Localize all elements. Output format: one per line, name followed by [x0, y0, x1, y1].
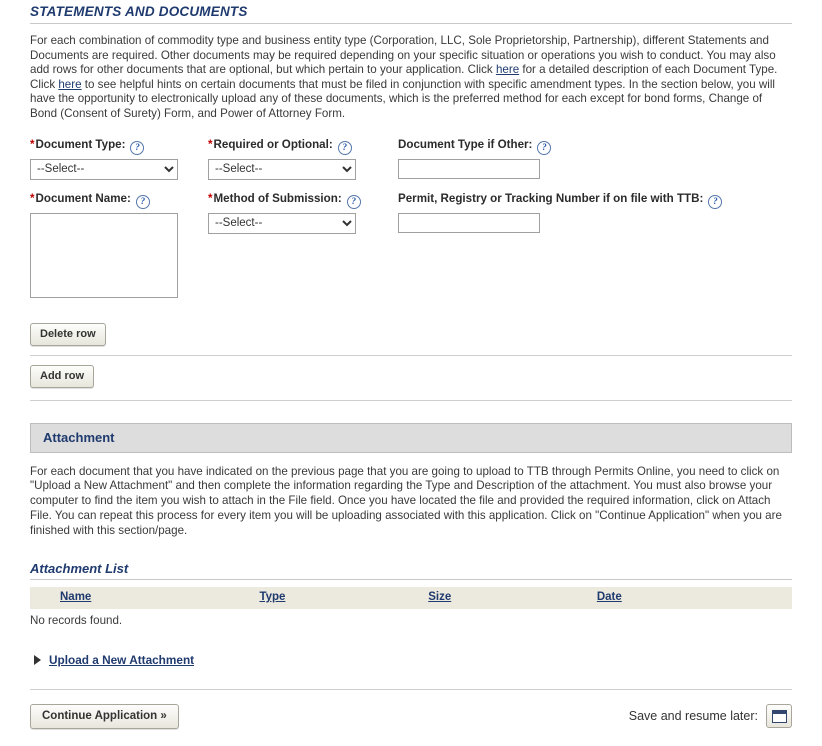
upload-new-attachment-row[interactable] — [30, 653, 792, 667]
required-marker: * — [30, 191, 35, 205]
column-header-date[interactable]: Date — [596, 591, 622, 604]
required-or-optional-select[interactable] — [208, 159, 356, 180]
divider — [30, 689, 792, 690]
help-icon[interactable]: ? — [338, 141, 352, 155]
add-row-button[interactable]: Add row — [30, 365, 94, 388]
save-and-resume-group — [629, 704, 792, 728]
page-title: STATEMENTS AND DOCUMENTS — [30, 4, 792, 24]
help-icon[interactable]: ? — [136, 195, 150, 209]
add-row-container — [30, 365, 792, 388]
save-and-resume-label: Save and resume later: — [628, 709, 758, 724]
required-or-optional-field-group — [208, 138, 398, 180]
attachment-table — [30, 587, 792, 609]
document-name-wrapper — [30, 213, 178, 301]
row-spacer — [30, 180, 792, 192]
column-header-type[interactable]: Type — [259, 591, 286, 604]
document-name-label: *Document Name: ? — [30, 192, 208, 209]
attachment-table-head — [30, 587, 792, 609]
help-icon[interactable]: ? — [537, 141, 551, 155]
help-icon[interactable]: ? — [347, 195, 361, 209]
page-container — [0, 4, 822, 746]
document-type-label: *Document Type: ? — [30, 138, 208, 155]
delete-row-container — [30, 323, 792, 346]
section-intro-text: For each combination of commodity type and business entity type (Corporation, LLC, Sole Proprietorship, Partnership), different Statements and Documents are required. Other documents may be required depending on your specific situation or operations you wish to conduct. You may also add rows for other documents that are optional, but which pertain to your application. Click here for a detailed description of each Document Type. Click here to see helpful hints on certain documents that must be filed in conjunction with specific amendment types. In the section below, you will have the opportunity to electronically upload any of these documents, which is the preferred method for each except for bond forms, Change of Bond (Consent of Surety) Form, and Power of Attorney Form. — [30, 34, 778, 120]
attachment-description: For each document that you have indicated on the previous page that you are going to upload to TTB through Permits Online, you need to click on "Upload a New Attachment" and then complete the information regarding the Type and Description of the attachment. You must also browse your computer to find the item you wish to attach in the File field. Once you have located the file and provided the required information, click on Attach File. You can repeat this process for every item you will be uploading associated with this application. Click on "Continue Application" when you are finished with this section/page. — [30, 464, 782, 537]
method-of-submission-label: *Method of Submission: ? — [208, 192, 398, 209]
column-header-size[interactable]: Size — [428, 591, 452, 604]
disk-glyph — [772, 710, 787, 723]
document-type-select[interactable] — [30, 159, 178, 180]
attachment-panel-title: Attachment — [43, 430, 115, 446]
document-type-if-other-label: Document Type if Other: ? — [398, 138, 758, 155]
save-disk-icon[interactable] — [766, 704, 792, 728]
divider — [30, 355, 792, 356]
document-type-if-other-input[interactable] — [398, 159, 540, 179]
permit-number-field-group — [398, 192, 758, 233]
attachment-empty-message: No records found. — [30, 613, 123, 627]
upload-new-attachment-link[interactable]: Upload a New Attachment — [49, 652, 195, 667]
permit-number-input[interactable] — [398, 213, 540, 233]
required-marker: * — [208, 137, 213, 151]
required-marker: * — [30, 137, 35, 151]
footer-actions — [30, 704, 792, 729]
attachment-list-title: Attachment List — [30, 561, 792, 580]
help-icon[interactable]: ? — [130, 141, 144, 155]
required-or-optional-label: *Required or Optional: ? — [208, 138, 398, 155]
attachment-panel-header — [30, 423, 792, 453]
helpful-hints-link[interactable]: here — [58, 77, 82, 91]
form-row-2 — [30, 192, 792, 301]
method-of-submission-select[interactable] — [208, 213, 356, 234]
column-header-name[interactable]: Name — [60, 591, 92, 604]
document-type-if-other-field-group — [398, 138, 758, 179]
attachment-table-header-row — [30, 587, 792, 609]
required-marker: * — [208, 191, 213, 205]
document-type-field-group — [30, 138, 208, 180]
document-name-field-group — [30, 192, 208, 301]
statements-documents-form — [30, 138, 792, 401]
continue-application-button[interactable]: Continue Application » — [30, 704, 179, 729]
divider — [30, 400, 792, 401]
help-icon[interactable]: ? — [708, 195, 722, 209]
chevron-right-icon — [34, 655, 41, 665]
form-row-1 — [30, 138, 792, 180]
permit-number-label: Permit, Registry or Tracking Number if on file with TTB: ? — [398, 192, 758, 209]
document-type-description-link[interactable]: here — [495, 63, 520, 77]
method-of-submission-field-group — [208, 192, 398, 234]
document-name-textarea[interactable] — [30, 213, 178, 298]
delete-row-button[interactable]: Delete row — [30, 323, 106, 346]
